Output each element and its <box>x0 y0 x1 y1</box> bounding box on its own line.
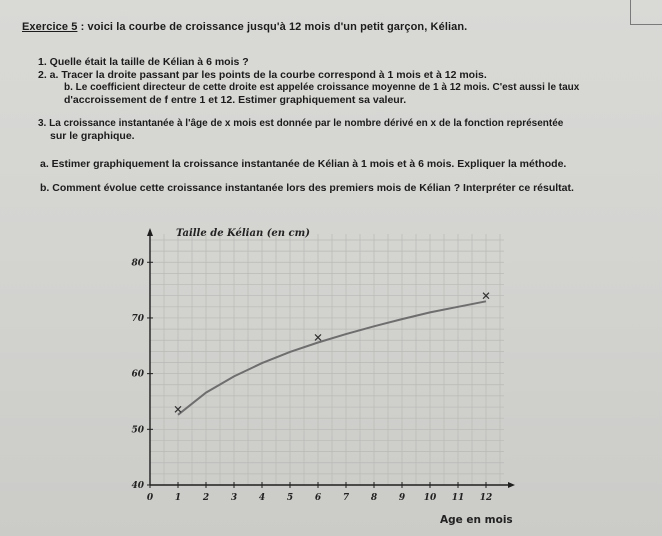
x-tick-label: 4 <box>258 493 266 503</box>
x-tick-label: 8 <box>370 493 378 503</box>
exercise-statement: : voici la courbe de croissance jusqu'à 12 mois d'un petit garçon, Kélian. <box>77 21 468 33</box>
x-axis-arrow <box>508 482 515 488</box>
y-tick-label: 50 <box>131 425 144 436</box>
x-tick-label: 9 <box>398 493 406 503</box>
x-tick-label: 0 <box>146 493 154 503</box>
x-tick-label: 11 <box>451 493 465 503</box>
y-axis-arrow <box>147 228 153 236</box>
x-tick-label: 5 <box>286 493 294 503</box>
x-tick-label: 10 <box>423 493 437 503</box>
y-tick-label: 80 <box>131 258 144 269</box>
x-tick-label: 2 <box>202 493 210 503</box>
chart-axes <box>147 228 515 488</box>
chart-grid <box>150 234 504 485</box>
question-3a: a. Estimer graphiquement la croissance instantanée de Kélian à 1 mois et à 6 mois. Expliquer la méthode. <box>40 158 567 170</box>
question-3-line1: 3. La croissance instantanée à l'âge de x mois est donnée par le nombre dérivé en x de la fonction représentée <box>38 118 564 129</box>
question-3b: b. Comment évolue cette croissance instantanée lors des premiers mois de Kélian ? Interpréter ce résultat. <box>40 182 574 194</box>
question-3-line2: sur le graphique. <box>50 130 135 142</box>
question-2b-line2: d'accroissement de f entre 1 et 12. Estimer graphiquement sa valeur. <box>64 94 407 106</box>
x-tick-label: 12 <box>479 493 493 503</box>
y-tick-label: 60 <box>131 369 144 380</box>
y-tick-label: 70 <box>131 313 144 324</box>
x-tick-label: 3 <box>230 493 238 503</box>
x-axis-label: Age en mois <box>440 514 513 526</box>
x-tick-label: 1 <box>174 493 182 503</box>
y-tick-label: 40 <box>131 481 144 491</box>
question-1: 1. Quelle était la taille de Kélian à 6 mois ? <box>38 56 249 68</box>
question-2b-line1: b. Le coefficient directeur de cette droite est appelée croissance moyenne de 1 à 12 mois. C'est aussi le taux <box>64 82 580 93</box>
y-axis-label: Taille de Kélian (en cm) <box>176 228 310 239</box>
x-tick-label: 6 <box>314 493 322 503</box>
x-tick-label: 7 <box>342 493 350 503</box>
exercise-label: Exercice 5 <box>22 21 78 33</box>
question-2a: 2. a. Tracer la droite passant par les points de la courbe correspond à 1 mois et à 12 mois. <box>38 69 487 81</box>
